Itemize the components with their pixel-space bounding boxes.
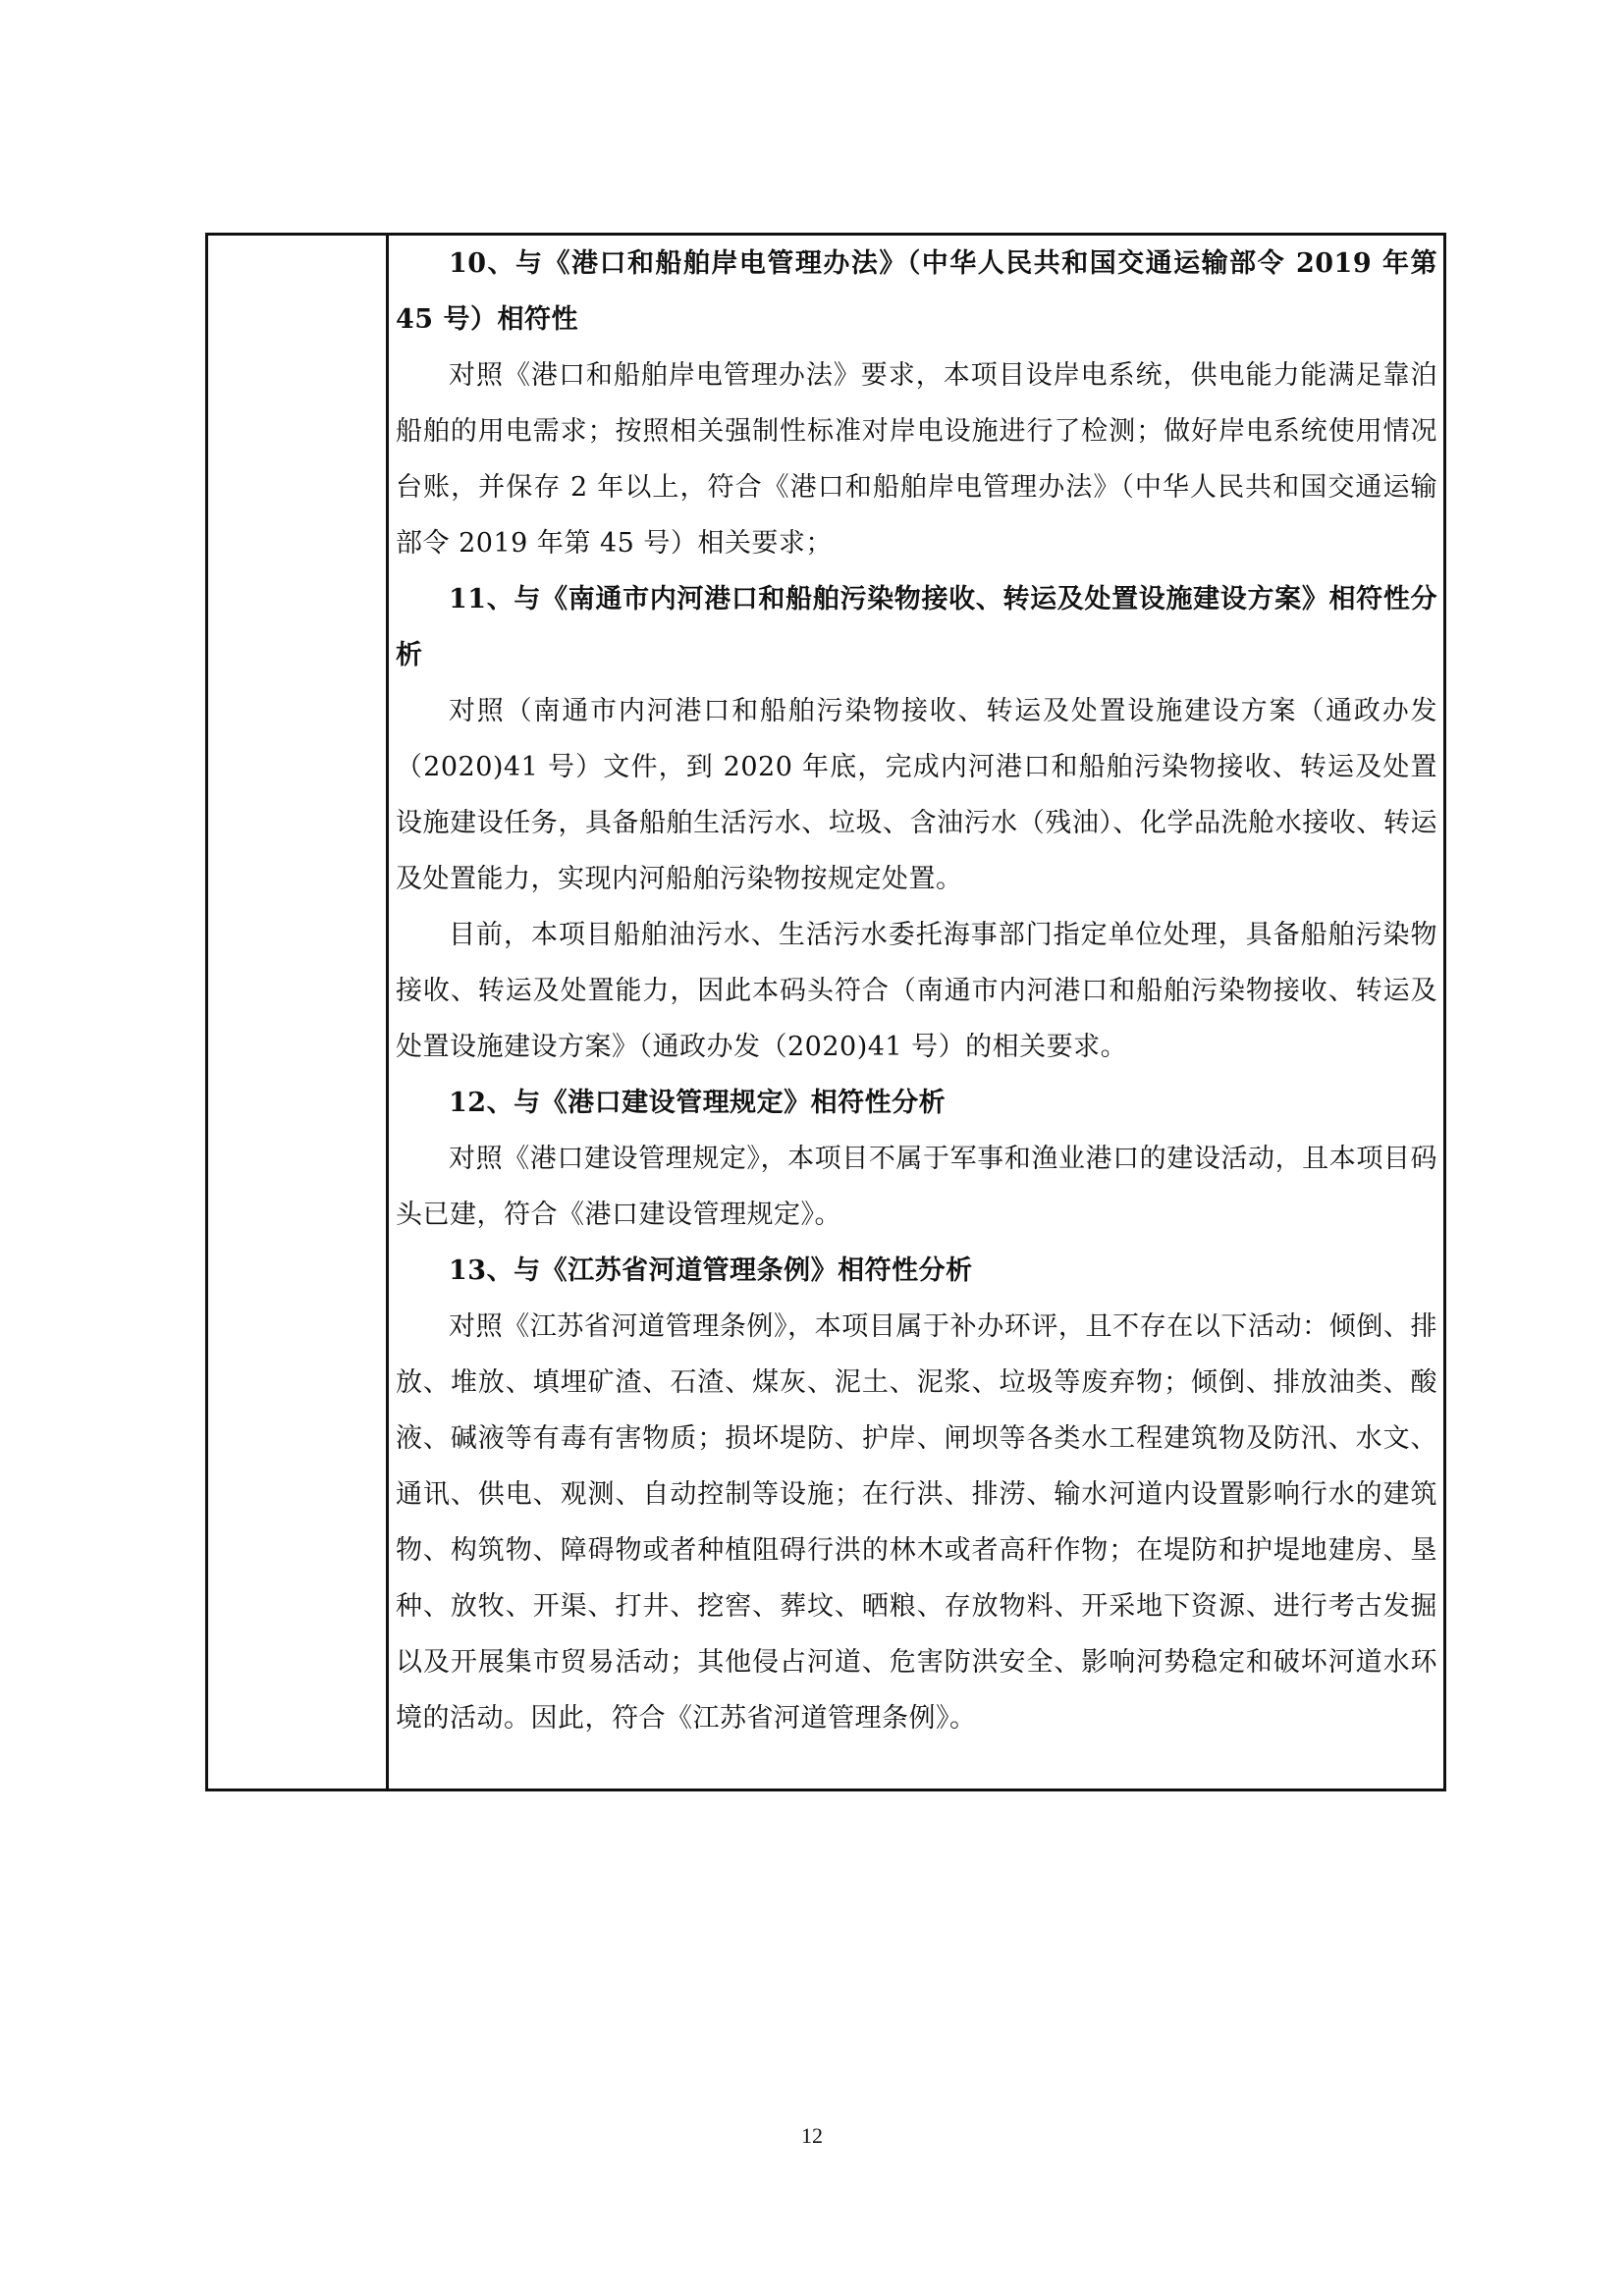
section-11-paragraph-2: 目前，本项目船舶油污水、生活污水委托海事部门指定单位处理，具备船舶污染物接收、转运及处置能力，因此本码头符合（南通市内河港口和船舶污染物接收、转运及处置设施建设方案》（通政办发（2020)41 号）的相关要求。: [396, 920, 1437, 1062]
section-11-heading: 11、与《南通市内河港口和船舶污染物接收、转运及处置设施建设方案》相符性分析: [396, 584, 1437, 670]
section-12-paragraph-1: 对照《港口建设管理规定》，本项目不属于军事和渔业港口的建设活动，且本项目码头已建，符合《港口建设管理规定》。: [396, 1144, 1437, 1230]
document-table: [205, 233, 1446, 1791]
section-12-heading: 12、与《港口建设管理规定》相符性分析: [449, 1088, 947, 1118]
section-10-heading: 10、与《港口和船舶岸电管理办法》（中华人民共和国交通运输部令 2019 年第45 号）相符性: [396, 248, 1437, 335]
section-10-paragraph-1: 对照《港口和船舶岸电管理办法》要求，本项目设岸电系统，供电能力能满足靠泊船舶的用电需求；按照相关强制性标准对岸电设施进行了检测；做好岸电系统使用情况台账，并保存 2 年以上，符合《港口和船舶岸电管理办法》（中华人民共和国交通运输部令 2019 年第 45 号）相关要求；: [396, 360, 1437, 559]
section-13-paragraph-1: 对照《江苏省河道管理条例》，本项目属于补办环评，且不存在以下活动：倾倒、排放、堆放、填埋矿渣、石渣、煤灰、泥土、泥浆、垃圾等废弃物；倾倒、排放油类、酸液、碱液等有毒有害物质；损坏堤防、护岸、闸坝等各类水工程建筑物及防汛、水文、通讯、供电、观测、自动控制等设施；在行洪、排涝、输水河道内设置影响行水的建筑物、构筑物、障碍物或者种植阻碍行洪的林木或者高秆作物；在堤防和护堤地建房、垦种、放牧、开渠、打井、挖窖、葬坟、晒粮、存放物料、开采地下资源、进行考古发掘以及开展集市贸易活动；其他侵占河道、危害防洪安全、影响河势稳定和破坏河道水环境的活动。因此，符合《江苏省河道管理条例》。: [396, 1311, 1437, 1734]
table-left-column: [208, 236, 389, 1789]
section-11-paragraph-1: 对照（南通市内河港口和船舶污染物接收、转运及处置设施建设方案（通政办发（2020)41 号）文件，到 2020 年底，完成内河港口和船舶污染物接收、转运及处置设施建设任务，具备船舶生活污水、垃圾、含油污水（残油）、化学品洗舱水接收、转运及处置能力，实现内河船舶污染物按规定处置。: [396, 696, 1437, 894]
table-content-cell: [392, 236, 1443, 1746]
section-13-heading: 13、与《江苏省河道管理条例》相符性分析: [449, 1255, 973, 1286]
page-number: 12: [801, 2123, 823, 2148]
